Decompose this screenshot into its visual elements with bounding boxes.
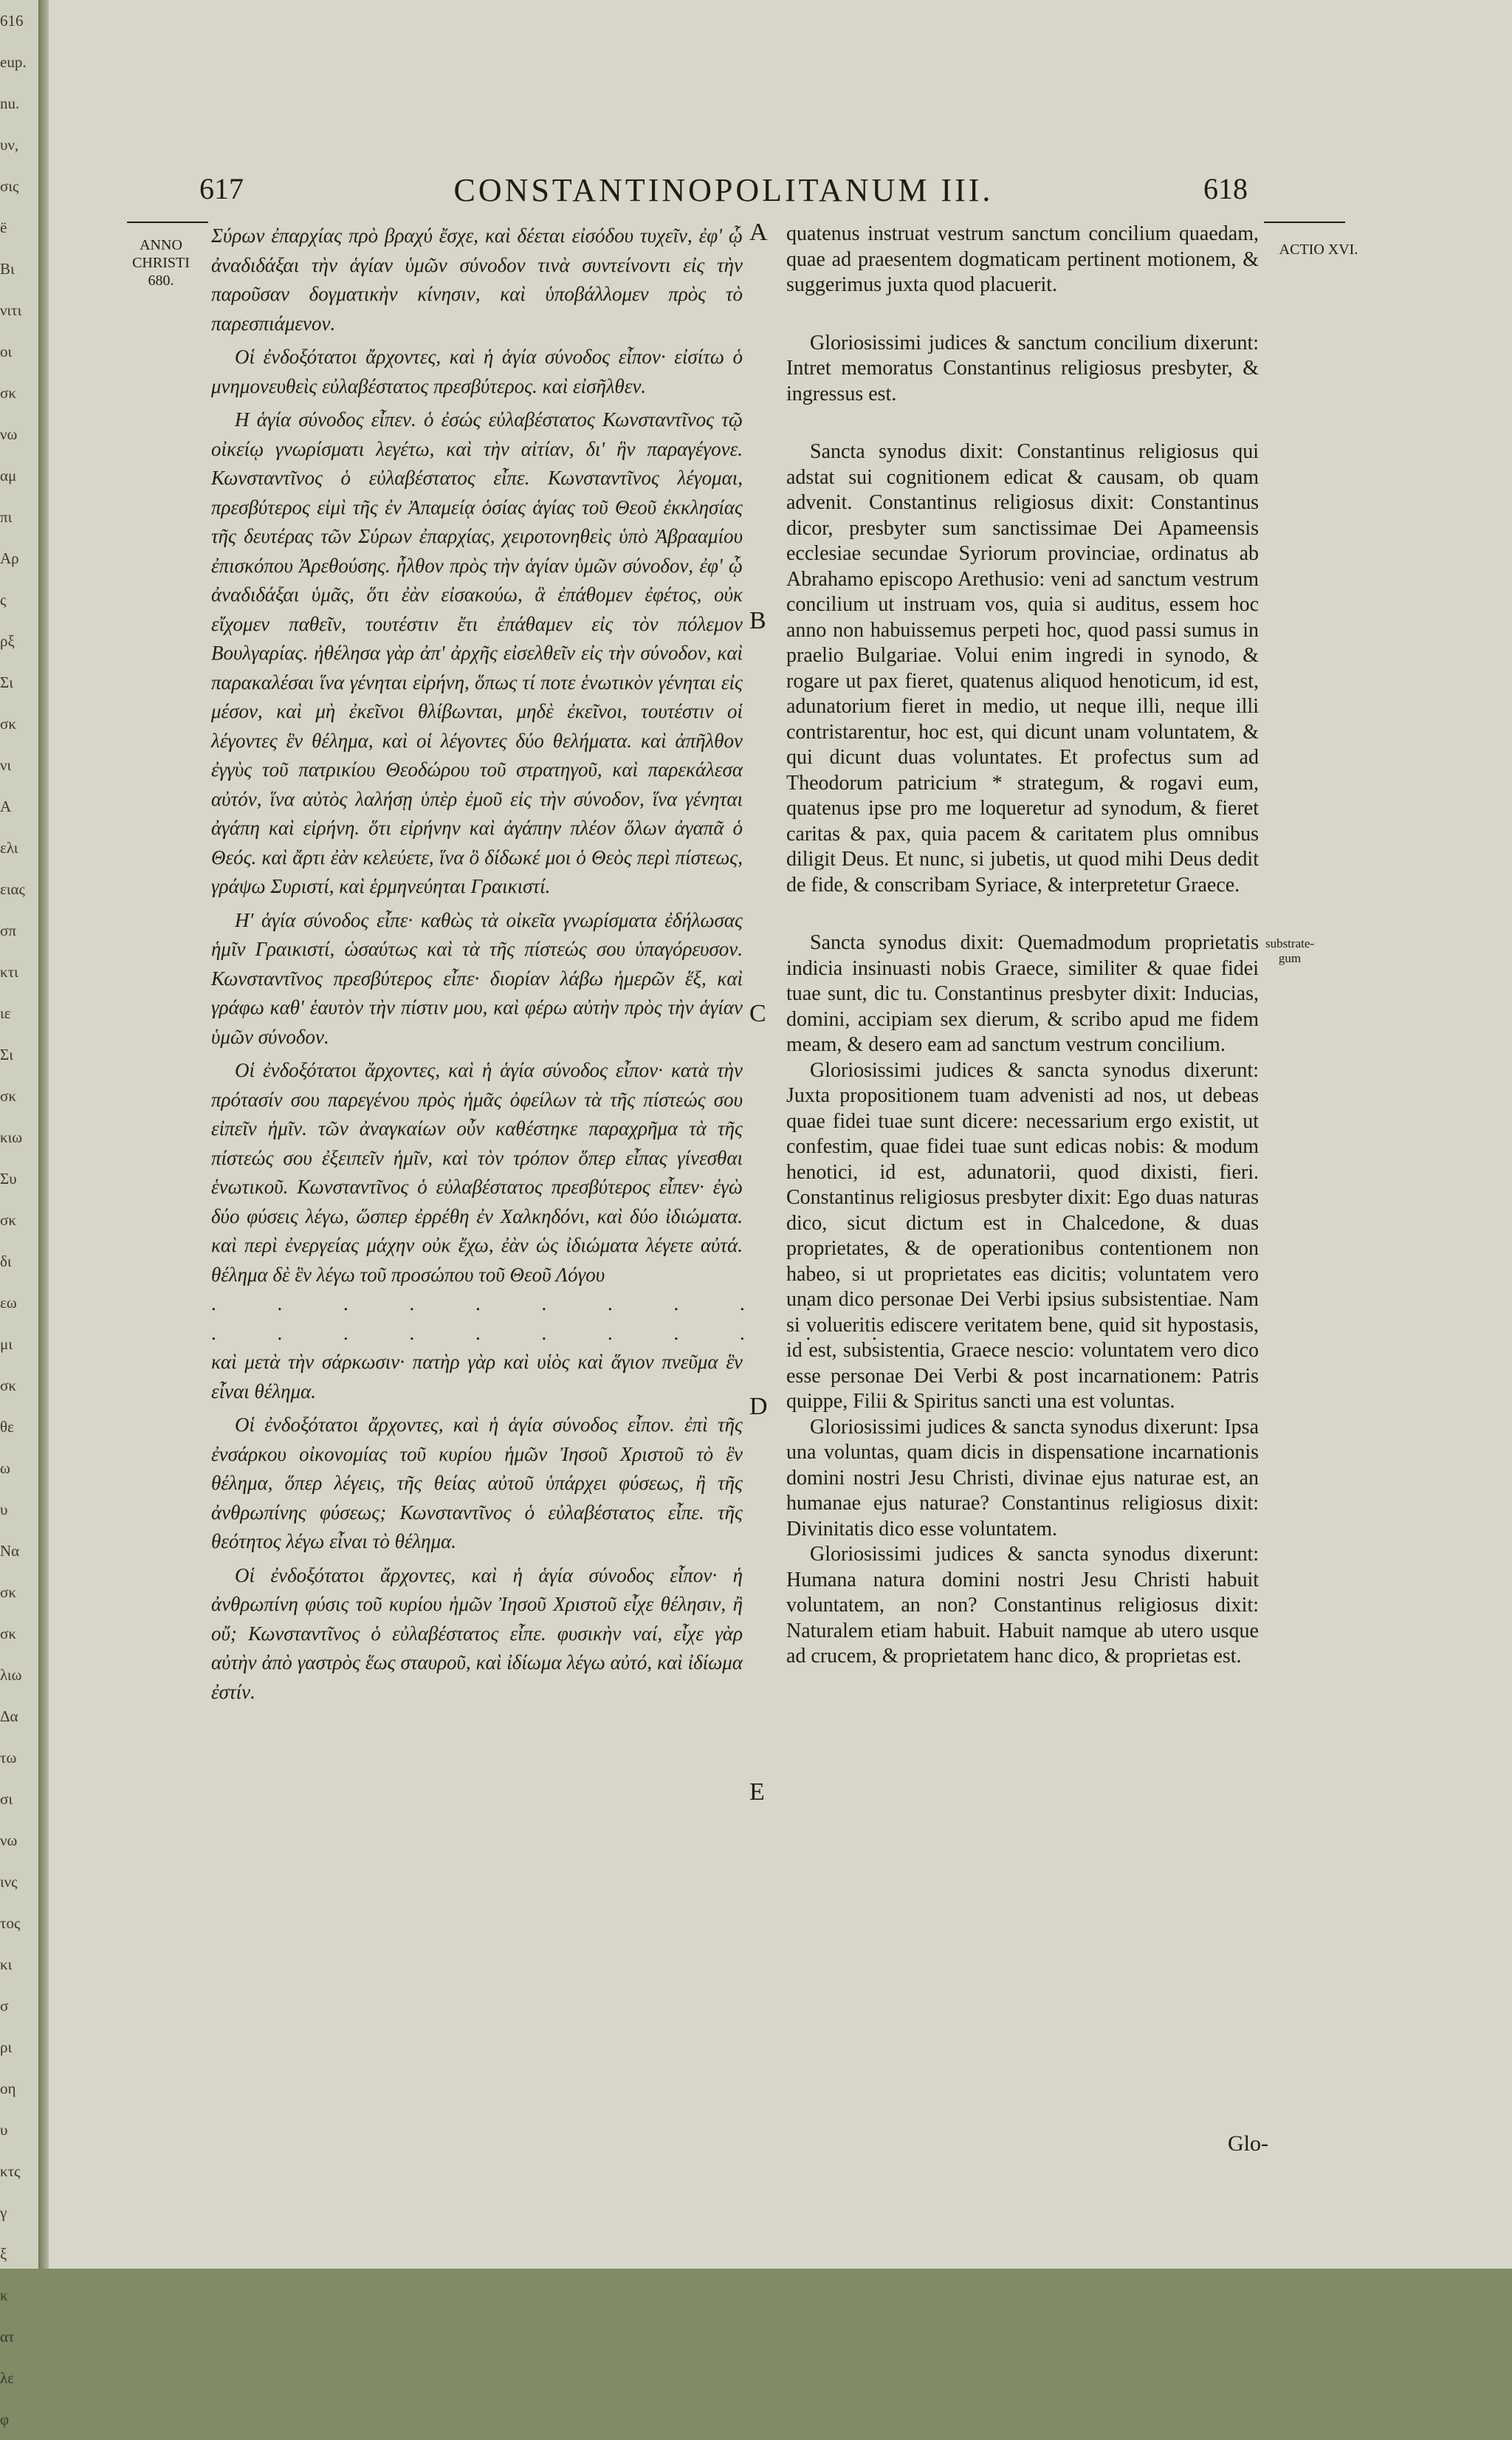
greek-paragraph: Οἱ ἐνδοξότατοι ἄρχοντες, καὶ ἡ ἁγία σύνοδος εἶπον· ἡ ἀνθρωπίνη φύσις τοῦ κυρίου ἡμῶν Ἰησοῦ Χριστοῦ εἶχε θέλησιν, ἢ οὔ; Κωνσταντῖνος ὁ εὐλαβέστατος εἶπε. φυσικὴν ναί, εἶχε γὰρ αὐτὴν ἀπὸ γαστρὸς ἕως σταυροῦ, καὶ ἰδίωμα λέγω αὐτό, καὶ ἰδίωμα ἐστίν. xyxy=(211,1563,743,1703)
previous-page-fragment: eup. xyxy=(0,53,27,71)
catchword: Glo- xyxy=(1228,2131,1268,2156)
margin-actio: ACTIO XVI. xyxy=(1279,241,1358,258)
previous-page-fragment: κι xyxy=(0,1956,13,1973)
previous-page-fragment: οι xyxy=(0,343,13,360)
section-letter-b: B xyxy=(749,607,766,634)
previous-page-fragment: κιω xyxy=(0,1128,23,1146)
previous-page-fragment: ρξ xyxy=(0,632,15,650)
previous-page-fragment: σκ xyxy=(0,1211,16,1229)
greek-paragraph: Η ἁγία σύνοδος εἶπεν. ὁ ἐσώς εὐλαβέστατος Κωνσταντῖνος τῷ οἰκείῳ γνωρίσματι λεγέτω, καὶ τὴν αἰτίαν, δι' ἣν παραγέγονε. Κωνσταντῖνος ὁ εὐλαβέστατος εἶπε. Κωνσταντῖνος λέγομαι, πρεσβύτερος εἰμὶ τῆς ἐν Ἀπαμείᾳ ὁσίας ἁγίας τοῦ Θεοῦ ἐκκλησίας τῆς δευτέρας τῶν Σύρων ἐπαρχίας, χειροτονηθεὶς ὑπὸ Ἀβρααμίου ἐπισκόπου Ἀρεθούσης. ἦλθον πρὸς τὴν ἁγίαν ὑμῶν σύνοδον, ἐφ' ᾧ ἀναδιδάξαι ὑμᾶς, ὅτι ἐὰν εἰσακούω, ἃ ἐπάθομεν ἐφέτος, οὐκ εἴχομεν παθεῖν, τουτέστιν ἔτι ἐπάθαμεν εἰς τὸν πόλεμον Βουλγαρίας. ἠθέλησα γὰρ ἀπ' ἀρχῆς εἰσελθεῖν εἰς τὴν σύνοδον, καὶ παρακαλέσαι ἵνα γένηται εἰρήνη, ὅπως τί ποτε ἑνωτικὸν γένηται εἰς μέσον, καὶ μὴ ἐκεῖνοι θλίβωνται, μηδὲ ἐκεῖνοι, τουτέστιν οἱ λέγοντες ἓν θέλημα, καὶ οἱ λέγοντες δύο θελήματα. καὶ ἀπῆλθον ἐγγὺς τοῦ πατρικίου Θεοδώρου τοῦ στρατηγοῦ, καὶ παρεκάλεσα αὐτόν, ἵνα αὐτὸς λαλήσῃ ὑπὲρ ἐμοῦ εἰς τὴν σύνοδον, ἵνα γένηται ἀγάπη καὶ εἰρήνη. ὅτι εἰρήνην καὶ ἀγάπην πλέον ὅλων ἀγαπᾶ ὁ Θεός. καὶ ἄρτι ἐὰν κελεύετε, ἵνα ὃ δίδωκέ μοι ὁ Θεὸς περὶ πίστεως, γράψω Συριστί, καὶ ἑρμηνεύηται Γραικιστί. xyxy=(211,408,743,897)
previous-page-fragment: σις xyxy=(0,177,19,195)
latin-paragraph: Sancta synodus dixit: Quemadmodum proprietatis indicia insinuasti nobis Graece, similiter & quae fidei tuae sunt, dic tu. Constantinus presbyter dixit: Inducias, domini, accipiam sex dierum, & scribo apud me fidem meam, & desero eam ad sanctum vestrum concilium. xyxy=(786,931,1259,1056)
previous-page-fragment: πι xyxy=(0,508,13,526)
previous-page-fragment: οη xyxy=(0,2080,16,2097)
previous-page-fragment: ελι xyxy=(0,839,18,857)
previous-page-fragment: σι xyxy=(0,1790,13,1808)
previous-page-fragment: Σι xyxy=(0,1046,13,1063)
latin-paragraph: Gloriosissimi judices & sancta synodus dixerunt: Juxta propositionem tuam advenisti ad nos, ut debeas quae fidei tuae sunt dicere: necessarium ergo existit, ut confestim, quae fidei tuae sunt edicas nobis: & modum henotici, id est, adunatorii, quod dixisti, fieri. Constantinus religiosus presbyter dixit: Ego duas naturas dico, sicut dictum est in Chalcedone, & duas proprietates, & de operationibus contentionem non habeo, si ut proprietates eas dicitis; voluntatem vero unam dico personae Dei Verbi ipsius subsistentiae. Nam si volueritis ediscere veritatem bene, quid sit hypostasis, id est, subsistentia, Graece nescio: voluntatem vero dico esse personae Dei Verbi & post incarnationem: Patris quippe, Filii & Spiritus sancti una est voluntas. xyxy=(786,1058,1259,1413)
latin-paragraph: Sancta synodus dixit: Constantinus religiosus qui adstat sui cognitionem edicat & causam, ob quam advenit. Constantinus religiosus dixit: Constantinus dicor, presbyter sum sanctissimae Dei Apameensis ecclesiae secundae Syriorum provinciae, ordinatus ab Abrahamo episcopo Arethusio: veni ad sanctum vestrum concilium ut instruam vos, quia si auditus, essem hoc anno non habuissemus perpeti hoc, quod passi sumus in praelio Bulgariae. Volui enim ingredi in synodo, & rogare ut pax fieret, quatenus aliquod henoticum, id est, adunatorium fieret in medio, ut neque illi, neque illi contristarentur, hoc est, qui dicunt unam voluntatem, & qui dicunt duas voluntates. Et profectus sum ad Theodorum patricium * strategum, & rogavi eum, quatenus ipse pro me loqueretur ad synodum, & fieret caritas & pax, quia pacem & caritatem plus omnibus diligit Deus. Et nunc, si jubetis, ut quod mihi Deus dedit de fide, & conscribam Syriace, & interpretetur Graece. xyxy=(786,440,1259,897)
previous-page-fragment: ιε xyxy=(0,1004,11,1022)
previous-page-fragment: νι xyxy=(0,756,12,774)
previous-page-fragment: ρι xyxy=(0,2038,13,2056)
greek-paragraph: Οἱ ἐνδοξότατοι ἄρχοντες, καὶ ἡ ἁγία σύνοδος εἶπον· εἰσίτω ὁ μνημονευθεὶς εὐλαβέστατος πρεσβύτερος. καὶ εἰσῆλθεν. xyxy=(211,346,743,397)
previous-page-fragment: σκ xyxy=(0,715,16,733)
previous-page-fragment: αμ xyxy=(0,467,17,484)
section-letter-e: E xyxy=(749,1778,765,1806)
previous-page-fragment: Αρ xyxy=(0,549,19,567)
previous-page-fragment: σκ xyxy=(0,1377,16,1394)
previous-page-fragment: τω xyxy=(0,1749,17,1766)
margin-anno: ANNO xyxy=(140,237,182,253)
latin-paragraph: Gloriosissimi judices & sanctum concilium dixerunt: Intret memoratus Constantinus religiosus presbyter, & ingressus est. xyxy=(786,331,1259,405)
greek-ellipsis-line: . . . . . . . . . . xyxy=(211,1292,839,1315)
greek-paragraph: Σύρων ἐπαρχίας πρὸ βραχύ ἔσχε, καὶ δέεται εἰσόδου τυχεῖν, ἐφ' ᾧ ἀναδιδάξαι τὴν ἁγίαν ὑμῶν σύνοδον τινὰ συντείνοντι εἰς τὴν παροῦσαν δογματικὴν κίνησιν, καὶ ὑποβάλλομεν πρὸς τὸ παρεσπιάμενον. xyxy=(211,225,743,335)
greek-ellipsis-line: . . . . . . . . . . . xyxy=(211,1321,905,1344)
previous-page-fragment: θε xyxy=(0,1418,14,1436)
latin-paragraph: quatenus instruat vestrum sanctum concilium quaedam, quae ad praesentem dogmaticam pertinent motionem, & suggerimus juxta quod placuerit. xyxy=(786,222,1259,296)
previous-page-edge xyxy=(0,0,43,2428)
previous-page-fragment: υ xyxy=(0,2121,8,2139)
previous-page-fragment: γ xyxy=(0,2204,7,2221)
greek-paragraph: Οἱ ἐνδοξότατοι ἄρχοντες, καὶ ἡ ἁγία σύνοδος εἶπον. ἐπὶ τῆς ἐνσάρκου οἰκονομίας τοῦ κυρίου ἡμῶν Ἰησοῦ Χριστοῦ τὸ ἓν θέλημα, ὅπερ λέγεις, τῆς θείας αὐτοῦ ὑπάρχει φύσεως, ἢ τῆς ἀνθρωπίνης φύσεως; Κωνσταντῖνος ὁ εὐλαβέστατος εἶπε. τῆς θεότητος λέγω εἶναι τὸ θέλημα. xyxy=(211,1413,743,1552)
left-margin-rule xyxy=(127,222,208,223)
previous-page-fragment: κ xyxy=(0,2286,8,2304)
previous-page-fragment: φ xyxy=(0,2410,10,2428)
previous-page-fragment: Σι xyxy=(0,674,13,691)
page-number-left: 617 xyxy=(199,172,244,205)
previous-page-fragment: σκ xyxy=(0,384,16,402)
section-letter-c: C xyxy=(749,1000,766,1027)
previous-page-fragment: υν, xyxy=(0,136,19,154)
previous-page-fragment: σκ xyxy=(0,1583,16,1601)
section-letter-a: A xyxy=(749,219,768,246)
previous-page-fragment: σκ xyxy=(0,1087,16,1105)
previous-page-fragment: ς xyxy=(0,591,7,609)
latin-paragraph: Gloriosissimi judices & sancta synodus dixerunt: Humana natura domini nostri Jesu Christi habuit voluntatem, an non? Constantinus religiosus dixit: Naturalem etiam habuit. Habuit namque ab utero usque ad crucem, & proprietatem hanc dico, & proprietas est. xyxy=(786,1543,1259,1668)
margin-year: 680. xyxy=(148,273,174,289)
previous-page-fragment: ω xyxy=(0,1459,10,1477)
previous-page-fragment: τος xyxy=(0,1914,21,1932)
greek-paragraph: Οἱ ἐνδοξότατοι ἄρχοντες, καὶ ἡ ἁγία σύνοδος εἶπον· κατὰ τὴν πρότασίν σου παρεγένου πρὸς ἡμᾶς ὀφείλων τὰ τῆς πίστεώς σου εἰπεῖν ἡμῖν. τῶν ἀναγκαίων οὖν καθέστηκε παραχρῆμα τὰ τῆς πίστεώς σου ἐξειπεῖν ἡμῖν, καὶ τὸν τρόπον ὅπερ εἶπας γίνεσθαι ἑνωτικοῦ. Κωνσταντῖνος ὁ εὐλαβέστατος πρεσβύτερος εἶπεν· ἐγὼ δύο φύσεις λέγω, ὥσπερ ἐρρέθη ἐν Χαλκηδόνι, καὶ δύο ἰδιώματα. καὶ περὶ ἐνεργείας μάχην οὐκ ἔχω, ἐὰν ὡς ἰδιώματα λέγετε αὐτά. θέλημα δὲ ἓν λέγω τοῦ προσώπου τοῦ Θεοῦ Λόγου xyxy=(211,1059,743,1286)
previous-page-fragment: σκ xyxy=(0,1625,16,1642)
previous-page-fragment: Να xyxy=(0,1542,20,1560)
greek-paragraph: Η' ἁγία σύνοδος εἶπε· καθὼς τὰ οἰκεῖα γνωρίσματα ἐδήλωσας ἡμῖν Γραικιστί, ὡσαύτως καὶ τὰ τῆς πίστεώς σου ὑπαγόρευσον. Κωνσταντῖνος πρεσβύτερος εἶπε· διορίαν λάβω ἡμερῶν ἕξ, καὶ γράφω καθ' ἑαυτὸν τὴν πίστιν μου, καὶ φέρω αὐτὴν πρὸς τὴν ἁγίαν ὑμῶν σύνοδον. xyxy=(211,908,743,1048)
previous-page-fragment: κτι xyxy=(0,963,18,981)
page-number-right: 618 xyxy=(1203,172,1248,205)
previous-page-fragment: Bι xyxy=(0,260,15,278)
margin-christi: CHRISTI xyxy=(132,255,190,271)
margin-subst-note: substrate-gum xyxy=(1265,936,1315,965)
previous-page-fragment: υ xyxy=(0,1501,8,1518)
running-header xyxy=(199,171,1248,216)
greek-column xyxy=(211,222,905,1707)
latin-column xyxy=(786,222,1259,1670)
greek-paragraph: καὶ μετὰ τὴν σάρκωσιν· πατὴρ γὰρ καὶ υἱὸς καὶ ἅγιον πνεῦμα ἓν εἶναι θέλημα. xyxy=(211,1351,743,1402)
running-title: CONSTANTINOPOLITANUM III. xyxy=(453,172,994,208)
previous-page-fragment: A xyxy=(0,798,12,815)
previous-page-fragment: ατ xyxy=(0,2328,15,2345)
previous-page-fragment: Δα xyxy=(0,1707,18,1725)
previous-page-fragment: λε xyxy=(0,2369,15,2387)
previous-page-fragment: ινς xyxy=(0,1873,18,1891)
previous-page-fragment: νω xyxy=(0,425,18,443)
margin-anno-christi xyxy=(117,236,205,289)
section-letter-d: D xyxy=(749,1393,768,1420)
previous-page-fragment: ειας xyxy=(0,880,25,898)
previous-page-fragment: νω xyxy=(0,1831,18,1849)
previous-page-fragment: 616 xyxy=(0,12,24,30)
latin-paragraph: Gloriosissimi judices & sancta synodus dixerunt: Ipsa una voluntas, quam dicis in dispensatione incarnationis domini nostri Jesu Christi, divinae ejus naturae est, an humanae ejus naturae? Constantinus religiosus dixit: Divinitatis dico esse voluntatem. xyxy=(786,1415,1259,1541)
previous-page-fragment: μι xyxy=(0,1335,13,1353)
previous-page-fragment: ξ xyxy=(0,2245,7,2263)
previous-page-fragment: κτς xyxy=(0,2162,21,2180)
previous-page-fragment: δι xyxy=(0,1252,12,1270)
previous-page-fragment: ë xyxy=(0,219,7,236)
gutter-shadow xyxy=(38,0,49,2269)
previous-page-fragment: σπ xyxy=(0,922,16,939)
previous-page-fragment: λιω xyxy=(0,1666,22,1684)
right-margin-rule xyxy=(1264,222,1345,223)
previous-page-fragment: Συ xyxy=(0,1170,17,1188)
previous-page-fragment: νιτι xyxy=(0,301,22,319)
previous-page-fragment: nu. xyxy=(0,95,20,112)
previous-page-fragment: εω xyxy=(0,1294,17,1312)
previous-page-fragment: σ xyxy=(0,1997,9,2015)
